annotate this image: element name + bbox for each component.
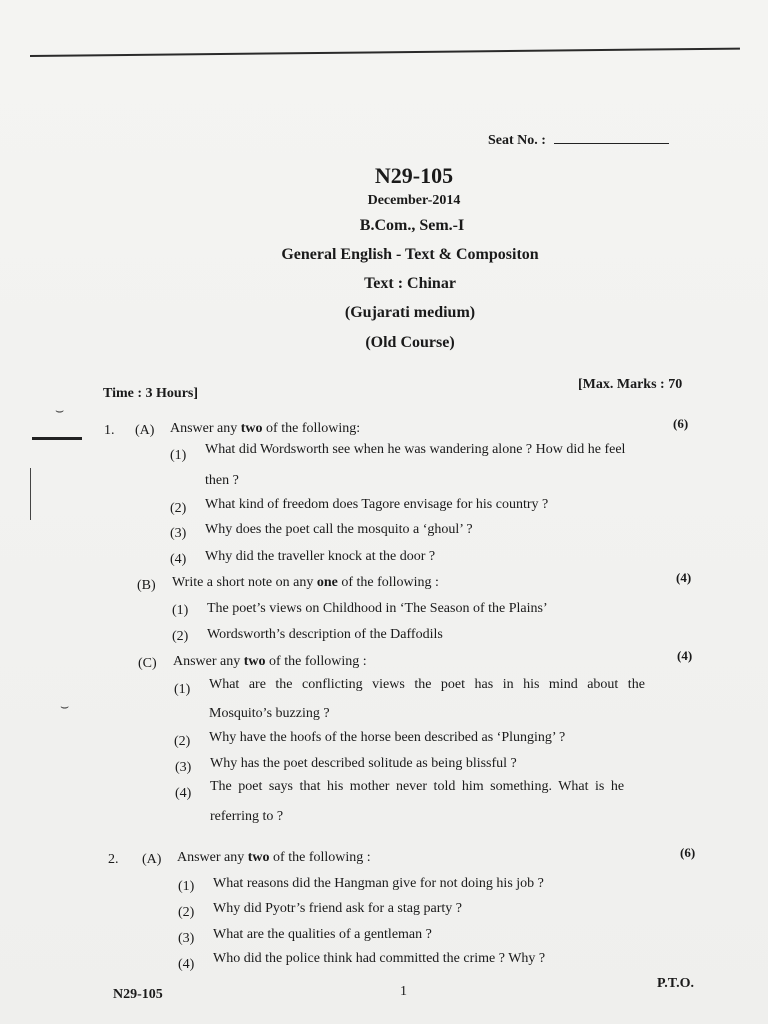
question-text: Why did the traveller knock at the door ?	[205, 549, 436, 564]
item-number: (4)	[175, 786, 192, 801]
item-number: (4)	[178, 957, 195, 972]
sub-question-label: (A)	[135, 423, 155, 438]
item-number: (2)	[174, 734, 191, 749]
margin-pen-curve	[30, 468, 35, 520]
sub-question-instruction: Answer any two of the following :	[173, 654, 367, 669]
question-text: Why has the poet described solitude as being blissful ?	[210, 756, 517, 771]
item-number: (3)	[175, 760, 192, 775]
subject-title: General English - Text & Compositon	[281, 246, 539, 263]
item-number: (2)	[178, 905, 195, 920]
seat-blank-line	[554, 131, 669, 144]
item-number: (3)	[178, 931, 195, 946]
page-number: 1	[400, 984, 407, 999]
seat-label: Seat No. :	[488, 133, 546, 148]
question-number: 2.	[108, 852, 119, 867]
question-text: The poet says that his mother never told him something. What is he	[210, 779, 625, 794]
question-text: Why have the hoofs of the horse been described as ‘Plunging’ ?	[209, 730, 566, 745]
max-marks: [Max. Marks : 70	[578, 377, 683, 392]
exam-time: Time : 3 Hours]	[103, 386, 199, 401]
item-number: (2)	[170, 501, 187, 516]
item-number: (1)	[170, 448, 187, 463]
item-number: (1)	[174, 682, 191, 697]
sub-question-instruction: Answer any two of the following:	[170, 421, 361, 436]
medium-title: (Gujarati medium)	[344, 304, 476, 321]
item-number: (4)	[170, 552, 187, 567]
question-text: What did Wordsworth see when he was wandering alone ? How did he feel	[205, 442, 626, 457]
item-number: (2)	[172, 629, 189, 644]
question-number: 1.	[104, 423, 115, 438]
seat-number-field	[488, 131, 669, 149]
marks-label: (6)	[673, 416, 689, 431]
question-text-continued: then ?	[205, 473, 239, 488]
text-title: Text : Chinar	[364, 275, 456, 292]
margin-tick-mark: ⌣	[55, 404, 65, 419]
question-text: What reasons did the Hangman give for not doing his job ?	[213, 876, 544, 891]
question-text: Why does the poet call the mosquito a ‘ghoul’ ?	[205, 522, 473, 537]
margin-pen-mark	[32, 437, 82, 440]
marks-label: (6)	[680, 845, 696, 860]
question-text: What are the qualities of a gentleman ?	[213, 927, 432, 942]
sub-question-instruction: Write a short note on any one of the following :	[172, 575, 439, 590]
marks-label: (4)	[676, 570, 692, 585]
sub-question-label: (A)	[142, 852, 162, 867]
course-title: B.Com., Sem.-I	[359, 217, 465, 234]
question-text: What are the conflicting views the poet has in his mind about the	[209, 677, 645, 692]
sub-question-instruction: Answer any two of the following :	[177, 850, 371, 865]
please-turn-over: P.T.O.	[657, 976, 694, 991]
question-text: Wordsworth’s description of the Daffodils	[207, 627, 443, 642]
item-number: (3)	[170, 526, 187, 541]
item-number: (1)	[178, 879, 195, 894]
sub-question-label: (C)	[138, 656, 157, 671]
paper-code: N29-105	[374, 163, 454, 188]
exam-date: December-2014	[367, 193, 461, 208]
marks-label: (4)	[677, 648, 693, 663]
course-type: (Old Course)	[365, 334, 455, 351]
question-text: Why did Pyotr’s friend ask for a stag party ?	[213, 901, 462, 916]
top-rule	[30, 48, 740, 57]
question-text: What kind of freedom does Tagore envisage for his country ?	[205, 497, 549, 512]
question-text: The poet’s views on Childhood in ‘The Season of the Plains’	[207, 601, 548, 616]
margin-tick-mark: ⌣	[60, 700, 70, 715]
sub-question-label: (B)	[137, 578, 156, 593]
question-text: Who did the police think had committed the crime ? Why ?	[213, 951, 546, 966]
question-text-continued: referring to ?	[210, 809, 284, 824]
item-number: (1)	[172, 603, 189, 618]
question-text-continued: Mosquito’s buzzing ?	[209, 706, 330, 721]
footer-paper-code: N29-105	[113, 987, 163, 1002]
